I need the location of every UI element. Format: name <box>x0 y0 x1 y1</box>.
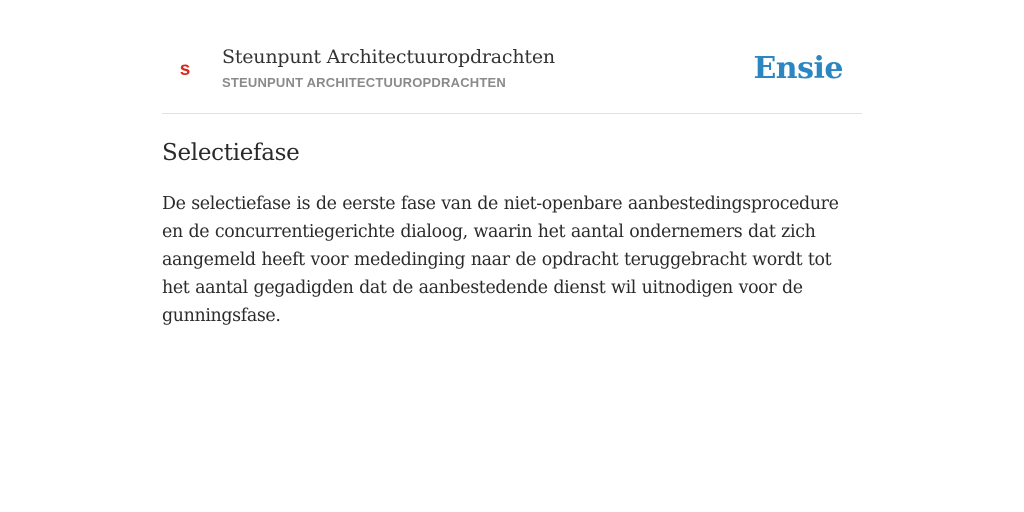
content-container <box>162 0 862 326</box>
source-subtitle: STEUNPUNT ARCHITECTUUROPDRACHTEN <box>222 75 506 90</box>
term-title: Selectiefase <box>162 140 300 166</box>
term-definition: De selectiefase is de eerste fase van de niet-openbare aanbestedingsprocedure en de concurrentiegerichte dialoog, waarin het aantal ondernemers dat zich aangemeld heeft voor mededinging naar de opdracht teruggebracht wordt tot het aantal gegadigden dat de aanbestedende dienst wil uitnodigen voor de gunningsfase. <box>162 194 839 326</box>
source-title-link[interactable]: Steunpunt Architectuuropdrachten <box>222 46 555 68</box>
ensie-logo[interactable]: Ensie <box>753 51 843 86</box>
site-header <box>162 0 862 114</box>
source-logo[interactable]: s <box>179 59 191 80</box>
